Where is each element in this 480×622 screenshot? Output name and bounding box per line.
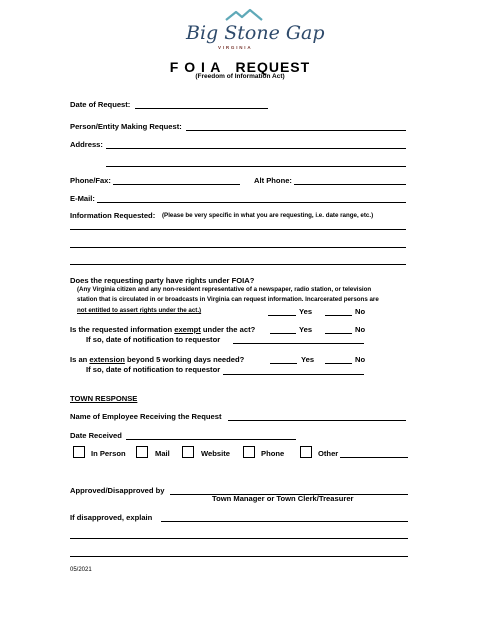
person-entity-label: Person/Entity Making Request: [70, 122, 182, 131]
exempt-prefix: Is the requested information [70, 325, 175, 334]
info-requested-field-2[interactable] [70, 247, 406, 248]
extension-yes-label: Yes [301, 355, 315, 364]
info-requested-field-3[interactable] [70, 264, 406, 265]
mail-label: Mail [155, 449, 170, 458]
alt-phone-field[interactable] [294, 184, 406, 185]
phone-label: Phone [261, 449, 285, 458]
extension-suffix: beyond 5 working days needed? [124, 355, 245, 364]
logo-state: VIRGINIA [218, 45, 253, 50]
exempt-suffix: under the act? [200, 325, 256, 334]
date-received-label: Date Received [70, 431, 122, 440]
approver-caption: Town Manager or Town Clerk/Treasurer [212, 494, 354, 503]
other-field[interactable] [340, 457, 408, 458]
rights-note-line1: (Any Virginia citizen and any non-resident representative of a newspaper, radio station, or television [77, 286, 372, 293]
rights-note-line2: station that is circulated in or broadcasts in Virginia can request information. Incarcerated persons are [77, 296, 379, 303]
email-field[interactable] [97, 202, 406, 203]
date-of-request-field[interactable] [135, 108, 268, 109]
info-requested-field-1[interactable] [70, 229, 406, 230]
alt-phone-label: Alt Phone: [254, 176, 292, 185]
town-response-heading: TOWN RESPONSE [70, 394, 138, 403]
employee-label: Name of Employee Receiving the Request [70, 412, 222, 421]
extension-keyword: extension [89, 355, 125, 364]
exempt-notify-field[interactable] [233, 343, 364, 344]
disapproved-field-3[interactable] [70, 556, 408, 557]
page-subtitle: (Freedom of Information Act) [195, 73, 285, 80]
extension-notify-field[interactable] [223, 374, 364, 375]
exempt-yes-field[interactable] [270, 333, 296, 334]
revision-date: 05/2021 [70, 567, 92, 573]
extension-no-label: No [355, 355, 366, 364]
in-person-checkbox[interactable] [73, 446, 85, 458]
exempt-no-label: No [355, 325, 366, 334]
person-entity-field[interactable] [186, 130, 406, 131]
mountain-logo-icon [224, 8, 264, 22]
extension-no-field[interactable] [325, 363, 352, 364]
phone-checkbox[interactable] [243, 446, 255, 458]
address-field-1[interactable] [106, 148, 406, 149]
rights-question: Does the requesting party have rights under FOIA? [70, 276, 255, 285]
phone-fax-label: Phone/Fax: [70, 176, 111, 185]
page-title: F O I A REQUEST [169, 59, 311, 75]
other-checkbox[interactable] [300, 446, 312, 458]
rights-no-field[interactable] [325, 315, 352, 316]
rights-yes-field[interactable] [268, 315, 296, 316]
website-label: Website [201, 449, 230, 458]
rights-no-label: No [355, 307, 366, 316]
extension-question [70, 356, 244, 364]
date-of-request-label: Date of Request: [70, 100, 131, 109]
exempt-keyword: exempt [174, 325, 201, 334]
date-received-field[interactable] [126, 439, 296, 440]
phone-fax-field[interactable] [113, 184, 240, 185]
address-label: Address: [70, 140, 103, 149]
exempt-notify-label: If so, date of notification to requestor [86, 335, 221, 344]
extension-notify-label: If so, date of notification to requestor [86, 365, 221, 374]
disapproved-field-1[interactable] [161, 521, 408, 522]
rights-yes-label: Yes [299, 307, 313, 316]
rights-note-line3: not entitled to assert rights under the act.) [77, 307, 202, 314]
extension-prefix: Is an [70, 355, 90, 364]
address-field-2[interactable] [106, 166, 406, 167]
disapproved-field-2[interactable] [70, 538, 408, 539]
approved-label: Approved/Disapproved by [70, 486, 165, 495]
website-checkbox[interactable] [182, 446, 194, 458]
exempt-question [70, 326, 255, 334]
extension-yes-field[interactable] [270, 363, 297, 364]
logo-name: Big Stone Gap [186, 22, 325, 44]
mail-checkbox[interactable] [136, 446, 148, 458]
info-requested-label: Information Requested: [70, 211, 156, 220]
email-label: E-Mail: [70, 194, 95, 203]
employee-field[interactable] [228, 420, 406, 421]
exempt-yes-label: Yes [299, 325, 313, 334]
in-person-label: In Person [91, 449, 126, 458]
info-requested-note: (Please be very specific in what you are requesting, i.e. date range, etc.) [162, 212, 374, 219]
exempt-no-field[interactable] [325, 333, 352, 334]
other-label: Other [318, 449, 339, 458]
disapproved-label: If disapproved, explain [70, 513, 153, 522]
